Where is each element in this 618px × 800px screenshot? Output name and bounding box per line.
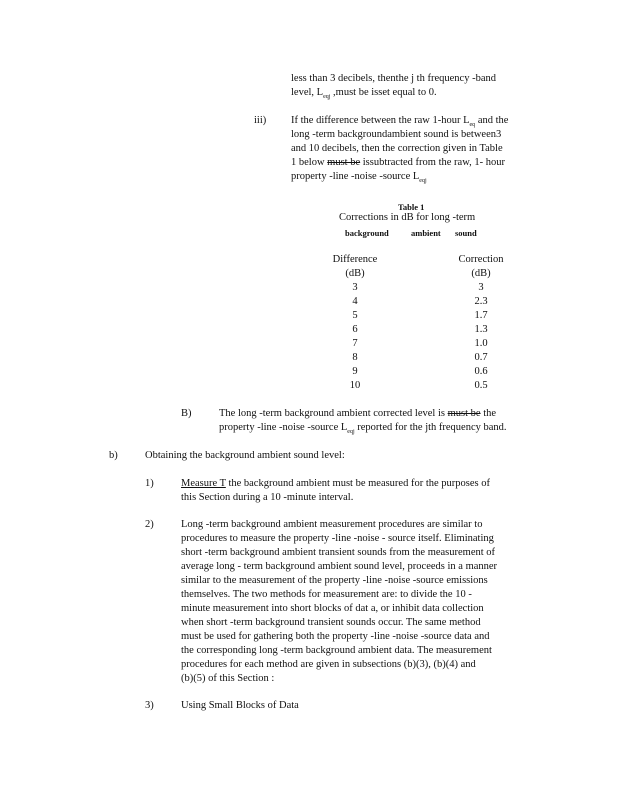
table-caption-line-1: Corrections in dB for long -term [339,212,476,223]
item-1-line-1: Measure T the background ambient must be measured for the purposes of [181,478,490,489]
item-2-line: (b)(5) of this Section : [181,673,275,684]
item-2-line: when short -term background transient sounds occur. The same method [181,617,481,628]
table-cell-corr: 1.7 [474,310,488,321]
col-difference-header: Difference [332,254,378,265]
table-col-difference [325,253,385,393]
table-cell-diff: 7 [352,338,358,349]
table-cell-diff: 5 [352,310,358,321]
table-cell-diff: 3 [352,282,358,293]
item-iii-line-3: and 10 decibels, then the correction given in Table [291,143,503,154]
struck-text: must be [327,157,361,168]
table-cell-corr: 1.3 [474,324,488,335]
table-caption-background: background [345,228,389,238]
table-cell-diff: 10 [349,380,361,391]
table-cell-corr: 0.7 [474,352,488,363]
item-2-line: procedures for each method are given in subsections (b)(3), (b)(4) and [181,659,476,670]
item-2-line: must be used for gathering both the property -line -noise -source data and [181,631,490,642]
item-2-line: minute measurement into short blocks of dat a, or inhibit data collection [181,603,484,614]
item-iii-paragraph [291,114,539,184]
item-B-line-2: property -line -noise -source $L_{eqj}$ reported for the jth frequency band. [219,422,507,436]
table-label: Table 1 [398,202,425,212]
item-2-marker: 2) [145,519,154,530]
table-cell-diff: 4 [352,296,358,307]
item-2-line: average long - term background ambient sound level, proceeds in a manner [181,561,498,572]
item-iii-line-1: If the difference between the raw 1-hour $L_{eq}$ and the [291,115,509,129]
item-b-heading: Obtaining the background ambient sound level: [145,450,345,461]
table-caption-sound: sound [455,228,477,238]
table-cell-corr: 0.6 [474,366,488,377]
item-1-line-2: this Section during a 10 -minute interval. [181,492,354,503]
table-cell-diff: 9 [352,366,358,377]
item-2-line: procedures to measure the property -line -noise - source itself. Eliminating [181,533,494,544]
item-2-line: Long -term background ambient measurement procedures are similar to [181,519,483,530]
item-B-paragraph [219,407,539,435]
intro-paragraph [291,72,531,100]
item-iii-line-4: 1 below must be issubtracted from the raw, 1- hour [291,157,505,168]
table-cell-diff: 6 [352,324,358,335]
item-2-line: themselves. The two methods for measurement are: to divide the 10 - [181,589,472,600]
item-b-marker: b) [109,450,118,461]
item-3-marker: 3) [145,700,154,711]
item-2-line: the corresponding long -term background ambient data. The measurement [181,645,492,656]
table-cell-diff: 8 [352,352,358,363]
table-cell-corr: 2.3 [474,296,488,307]
item-2-line: similar to the measurement of the property -line -noise -source emissions [181,575,488,586]
item-B-line-1: The long -term background ambient corrected level is must be the [219,408,497,419]
col-difference-unit: (dB) [345,268,365,279]
item-3-heading: Using Small Blocks of Data [181,700,299,711]
item-2-line: short -term background ambient transient sounds from the measurement of [181,547,496,558]
item-2-paragraph [181,518,541,686]
col-correction-unit: (dB) [471,268,491,279]
table-cell-corr: 0.5 [474,380,488,391]
underlined-text: Measure T [181,478,226,489]
item-iii-line-5: property -line -noise -source $L_{eqj}$ [291,171,427,185]
item-B-marker: B) [181,408,192,419]
intro-line-2: level, $L_{eqj}$ ,must be isset equal to 0. [291,87,437,101]
col-correction-header: Correction [458,254,504,265]
item-1-paragraph [181,477,541,505]
item-iii-marker: iii) [254,115,267,126]
table-cell-corr: 3 [478,282,484,293]
table-col-correction [451,253,511,393]
intro-line-1: less than 3 decibels, thenthe j th frequency -band [291,73,496,84]
table-cell-corr: 1.0 [474,338,488,349]
item-1-marker: 1) [145,478,154,489]
item-iii-line-2: long -term backgroundambient sound is between3 [291,129,502,140]
table-caption-ambient: ambient [411,228,441,238]
struck-text: must be [447,408,481,419]
